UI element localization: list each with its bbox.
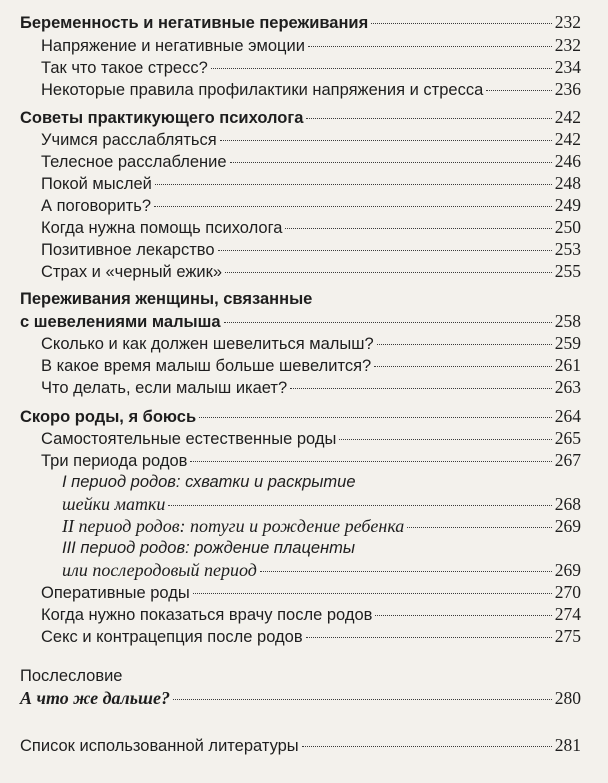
toc-title: Покой мыслей <box>41 175 152 193</box>
dot-leader <box>339 439 551 440</box>
toc-page: 258 <box>554 311 581 331</box>
toc-title: А поговорить? <box>41 197 152 215</box>
toc-page: 232 <box>554 35 581 55</box>
dot-leader <box>168 505 551 506</box>
dot-leader <box>225 272 552 273</box>
dot-leader <box>190 461 551 462</box>
toc-title-line2: шейки матки <box>62 494 166 514</box>
dot-leader <box>260 571 552 572</box>
toc-title: Оперативные роды <box>41 584 190 602</box>
toc-title: Когда нужно показаться врачу после родов <box>41 606 373 624</box>
toc-title-line2: или послеродовый период <box>62 560 257 580</box>
dot-leader <box>211 68 552 69</box>
toc-page: 269 <box>554 516 581 536</box>
toc-title: Список использованной литературы <box>20 737 299 755</box>
dot-leader <box>193 593 552 594</box>
toc-title: Телесное расслабление <box>41 153 227 171</box>
dot-leader <box>308 46 552 47</box>
toc-title: Когда нужна помощь психолога <box>41 219 283 237</box>
dot-leader <box>375 615 551 616</box>
toc-page: 280 <box>554 688 581 708</box>
toc-title: Напряжение и негативные эмоции <box>41 37 305 55</box>
dot-leader <box>407 527 551 528</box>
dot-leader <box>302 746 552 747</box>
dot-leader <box>230 162 552 163</box>
toc-title: В какое время малыш больше шевелится? <box>41 357 372 375</box>
dot-leader <box>224 322 552 323</box>
dot-leader <box>154 206 552 207</box>
toc-title: Сколько и как должен шевелиться малыш? <box>41 335 374 353</box>
toc-title-line1: III период родов: рождение плаценты <box>62 539 356 557</box>
toc-title: Некоторые правила профилактики напряжения и стресса <box>41 81 484 99</box>
toc-title-line1: I период родов: схватки и раскрытие <box>62 473 356 491</box>
dot-leader <box>220 140 552 141</box>
toc-page: 232 <box>554 12 581 32</box>
toc-page: 274 <box>554 604 581 624</box>
toc-page: 249 <box>554 195 581 215</box>
toc-page: 248 <box>554 173 581 193</box>
toc-title: Беременность и негативные переживания <box>20 14 369 32</box>
dot-leader <box>290 388 552 389</box>
dot-leader <box>218 250 552 251</box>
toc-title: Позитивное лекарство <box>41 241 215 259</box>
dot-leader <box>371 23 552 24</box>
toc-title: Страх и «черный ежик» <box>41 263 223 281</box>
toc-page: 246 <box>554 151 581 171</box>
toc-page: 253 <box>554 239 581 259</box>
toc-page: 242 <box>554 107 581 127</box>
toc-title: Что делать, если малыш икает? <box>41 379 288 397</box>
toc-title: Учимся расслабляться <box>41 131 217 149</box>
dot-leader <box>199 417 552 418</box>
toc-page: 255 <box>554 261 581 281</box>
toc-page: 236 <box>554 79 581 99</box>
toc-title: Три периода родов <box>41 452 188 470</box>
toc-page: 242 <box>554 129 581 149</box>
toc-title-line1: Послесловие <box>20 667 123 685</box>
toc-page: 250 <box>554 217 581 237</box>
toc-title: Скоро роды, я боюсь <box>20 408 197 426</box>
toc-title: II период родов: потуги и рождение ребенка <box>62 516 405 536</box>
toc-page: 264 <box>554 406 581 426</box>
toc-page: 261 <box>554 355 581 375</box>
toc-title: Так что такое стресс? <box>41 59 208 77</box>
dot-leader <box>306 637 552 638</box>
dot-leader <box>486 90 552 91</box>
toc-page: 268 <box>554 494 581 514</box>
toc-title-line1: Переживания женщины, связанные <box>20 290 313 308</box>
toc-page: 269 <box>554 560 581 580</box>
toc-page: 234 <box>554 57 581 77</box>
dot-leader <box>306 118 551 119</box>
toc-page: 259 <box>554 333 581 353</box>
dot-leader <box>155 184 552 185</box>
dot-leader <box>374 366 552 367</box>
toc-page: 281 <box>554 735 581 755</box>
toc-title: Самостоятельные естественные роды <box>41 430 337 448</box>
toc-page: 270 <box>554 582 581 602</box>
dot-leader <box>377 344 552 345</box>
toc-title-line2: с шевелениями малыша <box>20 313 221 331</box>
dot-leader <box>173 699 552 700</box>
toc-page: 275 <box>554 626 581 646</box>
toc-title: Секс и контрацепция после родов <box>41 628 303 646</box>
dot-leader <box>285 228 551 229</box>
toc-page: 265 <box>554 428 581 448</box>
toc-page: 267 <box>554 450 581 470</box>
toc-page: 263 <box>554 377 581 397</box>
toc-title-line2: А что же дальше? <box>20 688 170 708</box>
toc-title: Советы практикующего психолога <box>20 109 304 127</box>
